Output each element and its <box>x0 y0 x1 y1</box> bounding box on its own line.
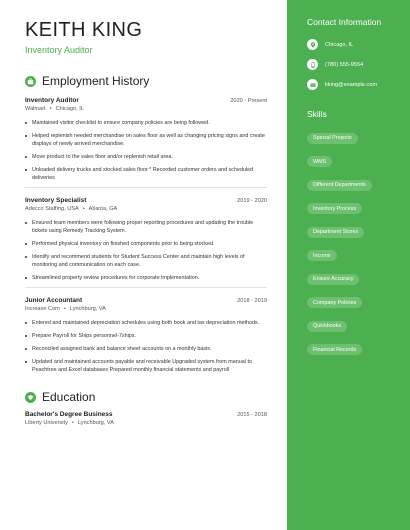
job-title: Inventory Auditor <box>25 97 79 104</box>
skill-pill: Financial Records <box>307 344 362 355</box>
phone-icon <box>307 59 318 70</box>
job-entry <box>25 197 267 282</box>
candidate-name: KEITH KING <box>25 19 143 41</box>
school: Liberty University <box>25 420 68 426</box>
job-bullets <box>25 319 267 374</box>
job-bullet: Unloaded delivery trucks and stocked sales floor * Recorded customer orders and scheduled deliveries <box>25 166 267 182</box>
job-company: Walmart <box>25 106 46 112</box>
skill-pill: Special Projects <box>307 133 358 144</box>
job-bullet: Helped replenish needed merchandise on sales floor as well as changing pricing signs and create displays of newly arrived merchandise. <box>25 132 267 148</box>
skill-pill: Department Stores <box>307 227 364 238</box>
skill-pill: Different Departments <box>307 180 372 191</box>
skill-pill: Inventory Process <box>307 203 362 214</box>
candidate-role: Inventory Auditor <box>25 45 93 55</box>
skill-pill: Company Policies <box>307 297 362 308</box>
job-bullet: Maintained visitor checklist to ensure company policies are being followed. <box>25 119 267 127</box>
briefcase-icon <box>25 76 36 87</box>
map-pin-icon <box>307 39 318 50</box>
job-company: Adecco Staffing, USA <box>25 206 79 212</box>
employment-section-title: Employment History <box>42 74 150 88</box>
job-location: Lynchburg, VA <box>69 306 106 312</box>
job-dates: 2019 - 2020 <box>237 198 267 204</box>
skills-section-title: Skills <box>307 109 327 119</box>
school-location: Lynchburg, VA <box>77 420 114 426</box>
job-bullet: Ensured team members were following proper reporting procedures and updating the trouble tickets using Remedy Tracking System. <box>25 219 267 235</box>
job-location: Atlanta, GA <box>88 206 118 212</box>
divider <box>25 287 267 288</box>
job-dates: 2020 - Present <box>230 98 267 104</box>
job-entry <box>25 297 267 374</box>
job-location: Chicago, IL <box>55 106 84 112</box>
job-bullets <box>25 119 267 182</box>
job-entry <box>25 97 267 182</box>
job-bullet: Reconciled assigned bank and balance sheet accounts on a monthly basis. <box>25 345 267 353</box>
job-bullet: Prepare Payroll for Ships personnel-7ships. <box>25 332 267 340</box>
location-text: Chicago, IL <box>325 41 354 48</box>
job-company-line: Walmart • Chicago, IL <box>25 106 84 112</box>
education-entry <box>25 411 267 426</box>
job-company-line: Increase Com • Lynchburg, VA <box>25 306 106 312</box>
skill-pill: WMS <box>307 156 332 167</box>
contact-phone <box>307 59 398 70</box>
phone-text: (780) 555-9554 <box>325 61 364 68</box>
job-bullet: Performed physical inventory on finished components prior to being stocked. <box>25 240 267 248</box>
employment-section-header <box>25 74 267 88</box>
contact-email[interactable] <box>307 79 398 90</box>
contact-location <box>307 39 398 50</box>
education-school-line: Liberty University • Lynchburg, VA <box>25 420 114 426</box>
job-bullet: Move product to the sales floor and/or replenish retail area. <box>25 153 267 161</box>
contact-section-title: Contact Information <box>307 17 382 27</box>
job-company: Increase Com <box>25 306 60 312</box>
job-company-line: Adecco Staffing, USA • Atlanta, GA <box>25 206 118 212</box>
divider <box>25 187 267 188</box>
job-title: Inventory Specialist <box>25 197 87 204</box>
degree: Bachelor's Degree Business <box>25 411 113 418</box>
skill-pill: Quickbooks <box>307 321 347 332</box>
skills-list <box>307 126 398 361</box>
education-dates: 2015 - 2018 <box>237 412 267 418</box>
resume-sidebar <box>287 0 410 530</box>
education-section-header <box>25 390 267 404</box>
skill-pill: Ensure Accuracy <box>307 274 359 285</box>
job-bullets <box>25 219 267 282</box>
job-bullet: Identify and recommend students for Student Success Center and maintain high levels of monitoring and communication on each case. <box>25 253 267 269</box>
job-bullet: Entered and maintained depreciation schedules using both book and tax depreciation methods. <box>25 319 267 327</box>
job-bullet: Streamlined property review procedures for corporate implementation. <box>25 274 267 282</box>
job-bullet: Updated and maintained accounts payable and receivable Upgraded system from manual to Peachtree and Excel databases Prepared monthly financial statements and payroll <box>25 358 267 374</box>
job-dates: 2018 - 2019 <box>237 298 267 304</box>
graduation-cap-icon <box>25 392 36 403</box>
email-text[interactable]: kking@example.com <box>325 81 378 88</box>
envelope-icon <box>307 79 318 90</box>
job-title: Junior Accountant <box>25 297 83 304</box>
education-section-title: Education <box>42 390 96 404</box>
skill-pill: Income <box>307 250 337 261</box>
